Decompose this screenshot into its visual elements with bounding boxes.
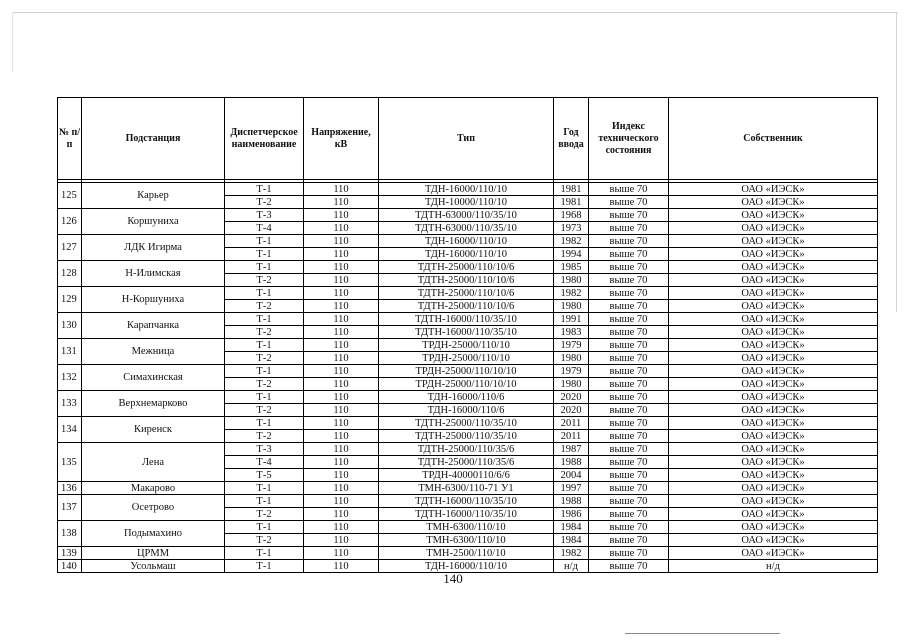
row-number: 133 bbox=[58, 391, 82, 417]
owner-name: ОАО «ИЭСК» bbox=[669, 456, 878, 469]
condition-index: выше 70 bbox=[589, 300, 669, 313]
condition-index: выше 70 bbox=[589, 274, 669, 287]
transformer-type: ТДН-16000/110/6 bbox=[379, 404, 554, 417]
commission-year: 1982 bbox=[554, 235, 589, 248]
table-row bbox=[58, 417, 878, 430]
dispatch-name: Т-1 bbox=[225, 235, 304, 248]
transformer-type: ТДН-16000/110/6 bbox=[379, 391, 554, 404]
table-row bbox=[58, 482, 878, 495]
commission-year: 1983 bbox=[554, 326, 589, 339]
voltage-value: 110 bbox=[304, 222, 379, 235]
substation-name: Макарово bbox=[82, 482, 225, 495]
header-voltage: Напряжение, кВ bbox=[304, 98, 379, 180]
commission-year: 1981 bbox=[554, 196, 589, 209]
table-row bbox=[58, 235, 878, 248]
voltage-value: 110 bbox=[304, 443, 379, 456]
dispatch-name: Т-1 bbox=[225, 482, 304, 495]
condition-index: выше 70 bbox=[589, 482, 669, 495]
dispatch-name: Т-1 bbox=[225, 521, 304, 534]
condition-index: выше 70 bbox=[589, 456, 669, 469]
voltage-value: 110 bbox=[304, 521, 379, 534]
row-number: 129 bbox=[58, 287, 82, 313]
owner-name: ОАО «ИЭСК» bbox=[669, 248, 878, 261]
owner-name: ОАО «ИЭСК» bbox=[669, 482, 878, 495]
transformer-type: ТДН-10000/110/10 bbox=[379, 196, 554, 209]
substation-name: Н-Илимская bbox=[82, 261, 225, 287]
commission-year: 1991 bbox=[554, 313, 589, 326]
condition-index: выше 70 bbox=[589, 222, 669, 235]
owner-name: ОАО «ИЭСК» bbox=[669, 339, 878, 352]
dispatch-name: Т-2 bbox=[225, 404, 304, 417]
transformer-type: ТДН-16000/110/10 bbox=[379, 183, 554, 196]
condition-index: выше 70 bbox=[589, 469, 669, 482]
commission-year: 1980 bbox=[554, 274, 589, 287]
substation-name: Киренск bbox=[82, 417, 225, 443]
voltage-value: 110 bbox=[304, 378, 379, 391]
condition-index: выше 70 bbox=[589, 534, 669, 547]
voltage-value: 110 bbox=[304, 560, 379, 573]
voltage-value: 110 bbox=[304, 482, 379, 495]
owner-name: ОАО «ИЭСК» bbox=[669, 222, 878, 235]
commission-year: 1979 bbox=[554, 339, 589, 352]
voltage-value: 110 bbox=[304, 183, 379, 196]
dispatch-name: Т-2 bbox=[225, 534, 304, 547]
substation-name: ЛДК Игирма bbox=[82, 235, 225, 261]
table-row bbox=[58, 339, 878, 352]
substations-table bbox=[57, 97, 878, 573]
owner-name: ОАО «ИЭСК» bbox=[669, 300, 878, 313]
header-index: Индекс технического состояния bbox=[589, 98, 669, 180]
commission-year: 1980 bbox=[554, 300, 589, 313]
transformer-type: ТМН-2500/110/10 bbox=[379, 547, 554, 560]
condition-index: выше 70 bbox=[589, 196, 669, 209]
owner-name: ОАО «ИЭСК» bbox=[669, 391, 878, 404]
voltage-value: 110 bbox=[304, 404, 379, 417]
dispatch-name: Т-1 bbox=[225, 391, 304, 404]
condition-index: выше 70 bbox=[589, 495, 669, 508]
owner-name: ОАО «ИЭСК» bbox=[669, 443, 878, 456]
owner-name: ОАО «ИЭСК» bbox=[669, 287, 878, 300]
owner-name: ОАО «ИЭСК» bbox=[669, 404, 878, 417]
commission-year: 2020 bbox=[554, 404, 589, 417]
substation-name: Н-Коршуниха bbox=[82, 287, 225, 313]
row-number: 140 bbox=[58, 560, 82, 573]
dispatch-name: Т-2 bbox=[225, 300, 304, 313]
table-row bbox=[58, 391, 878, 404]
voltage-value: 110 bbox=[304, 495, 379, 508]
page-number: 140 bbox=[443, 571, 463, 586]
voltage-value: 110 bbox=[304, 417, 379, 430]
condition-index: выше 70 bbox=[589, 365, 669, 378]
row-number: 134 bbox=[58, 417, 82, 443]
transformer-type: ТДТН-25000/110/10/6 bbox=[379, 274, 554, 287]
header-substation: Подстанция bbox=[82, 98, 225, 180]
header-owner: Собственник bbox=[669, 98, 878, 180]
condition-index: выше 70 bbox=[589, 352, 669, 365]
commission-year: 1985 bbox=[554, 261, 589, 274]
condition-index: выше 70 bbox=[589, 391, 669, 404]
voltage-value: 110 bbox=[304, 469, 379, 482]
table-body bbox=[58, 183, 878, 573]
transformer-type: ТРДН-25000/110/10/10 bbox=[379, 378, 554, 391]
dispatch-name: Т-1 bbox=[225, 339, 304, 352]
dispatch-name: Т-1 bbox=[225, 261, 304, 274]
owner-name: ОАО «ИЭСК» bbox=[669, 352, 878, 365]
dispatch-name: Т-4 bbox=[225, 456, 304, 469]
table-row bbox=[58, 313, 878, 326]
table-row bbox=[58, 521, 878, 534]
owner-name: н/д bbox=[669, 560, 878, 573]
voltage-value: 110 bbox=[304, 261, 379, 274]
transformer-type: ТРДН-40000110/6/6 bbox=[379, 469, 554, 482]
transformer-type: ТДТН-63000/110/35/10 bbox=[379, 222, 554, 235]
dispatch-name: Т-5 bbox=[225, 469, 304, 482]
substation-name: Симахинская bbox=[82, 365, 225, 391]
transformer-type: ТМН-6300/110/10 bbox=[379, 534, 554, 547]
transformer-type: ТДТН-16000/110/35/10 bbox=[379, 495, 554, 508]
transformer-type: ТДТН-25000/110/10/6 bbox=[379, 287, 554, 300]
commission-year: 1981 bbox=[554, 183, 589, 196]
substation-name: Карапчанка bbox=[82, 313, 225, 339]
transformer-type: ТДТН-25000/110/10/6 bbox=[379, 261, 554, 274]
transformer-type: ТМН-6300/110-71 У1 bbox=[379, 482, 554, 495]
owner-name: ОАО «ИЭСК» bbox=[669, 235, 878, 248]
table-row bbox=[58, 287, 878, 300]
commission-year: 2020 bbox=[554, 391, 589, 404]
transformer-type: ТРДН-25000/110/10 bbox=[379, 339, 554, 352]
transformer-type: ТРДН-25000/110/10/10 bbox=[379, 365, 554, 378]
dispatch-name: Т-1 bbox=[225, 313, 304, 326]
owner-name: ОАО «ИЭСК» bbox=[669, 274, 878, 287]
transformer-type: ТДТН-16000/110/35/10 bbox=[379, 313, 554, 326]
commission-year: 1984 bbox=[554, 521, 589, 534]
commission-year: 1973 bbox=[554, 222, 589, 235]
condition-index: выше 70 bbox=[589, 547, 669, 560]
header-no: № п/п bbox=[58, 98, 82, 180]
table-header-row bbox=[58, 98, 878, 180]
substation-name: Коршуниха bbox=[82, 209, 225, 235]
commission-year: 2011 bbox=[554, 417, 589, 430]
commission-year: 1968 bbox=[554, 209, 589, 222]
voltage-value: 110 bbox=[304, 196, 379, 209]
table-row bbox=[58, 547, 878, 560]
voltage-value: 110 bbox=[304, 274, 379, 287]
voltage-value: 110 bbox=[304, 352, 379, 365]
commission-year: н/д bbox=[554, 560, 589, 573]
owner-name: ОАО «ИЭСК» bbox=[669, 521, 878, 534]
dispatch-name: Т-1 bbox=[225, 183, 304, 196]
transformer-type: ТДТН-63000/110/35/10 bbox=[379, 209, 554, 222]
commission-year: 2011 bbox=[554, 430, 589, 443]
header-year: Год ввода bbox=[554, 98, 589, 180]
condition-index: выше 70 bbox=[589, 235, 669, 248]
header-type: Тип bbox=[379, 98, 554, 180]
row-number: 130 bbox=[58, 313, 82, 339]
voltage-value: 110 bbox=[304, 287, 379, 300]
voltage-value: 110 bbox=[304, 248, 379, 261]
dispatch-name: Т-2 bbox=[225, 326, 304, 339]
dispatch-name: Т-3 bbox=[225, 209, 304, 222]
commission-year: 1986 bbox=[554, 508, 589, 521]
voltage-value: 110 bbox=[304, 365, 379, 378]
owner-name: ОАО «ИЭСК» bbox=[669, 430, 878, 443]
owner-name: ОАО «ИЭСК» bbox=[669, 495, 878, 508]
owner-name: ОАО «ИЭСК» bbox=[669, 534, 878, 547]
transformer-type: ТДТН-25000/110/35/6 bbox=[379, 456, 554, 469]
bottom-rule bbox=[625, 633, 780, 634]
owner-name: ОАО «ИЭСК» bbox=[669, 326, 878, 339]
substation-name: Лена bbox=[82, 443, 225, 482]
owner-name: ОАО «ИЭСК» bbox=[669, 196, 878, 209]
dispatch-name: Т-2 bbox=[225, 196, 304, 209]
page-edge-left bbox=[12, 12, 13, 72]
condition-index: выше 70 bbox=[589, 560, 669, 573]
substation-name: Осетрово bbox=[82, 495, 225, 521]
voltage-value: 110 bbox=[304, 508, 379, 521]
row-number: 131 bbox=[58, 339, 82, 365]
voltage-value: 110 bbox=[304, 391, 379, 404]
condition-index: выше 70 bbox=[589, 183, 669, 196]
voltage-value: 110 bbox=[304, 534, 379, 547]
transformer-type: ТДТН-25000/110/35/6 bbox=[379, 443, 554, 456]
commission-year: 1997 bbox=[554, 482, 589, 495]
owner-name: ОАО «ИЭСК» bbox=[669, 365, 878, 378]
header-dispatch: Диспетчерское наименование bbox=[225, 98, 304, 180]
owner-name: ОАО «ИЭСК» bbox=[669, 547, 878, 560]
dispatch-name: Т-1 bbox=[225, 560, 304, 573]
transformer-type: ТДН-16000/110/10 bbox=[379, 560, 554, 573]
voltage-value: 110 bbox=[304, 209, 379, 222]
substation-name: Усольмаш bbox=[82, 560, 225, 573]
commission-year: 2004 bbox=[554, 469, 589, 482]
condition-index: выше 70 bbox=[589, 443, 669, 456]
dispatch-name: Т-1 bbox=[225, 417, 304, 430]
substation-name: ЦРММ bbox=[82, 547, 225, 560]
voltage-value: 110 bbox=[304, 235, 379, 248]
transformer-type: ТДТН-16000/110/35/10 bbox=[379, 508, 554, 521]
owner-name: ОАО «ИЭСК» bbox=[669, 417, 878, 430]
dispatch-name: Т-1 bbox=[225, 248, 304, 261]
table-row bbox=[58, 183, 878, 196]
owner-name: ОАО «ИЭСК» bbox=[669, 209, 878, 222]
voltage-value: 110 bbox=[304, 430, 379, 443]
transformer-type: ТДТН-25000/110/35/10 bbox=[379, 417, 554, 430]
row-number: 139 bbox=[58, 547, 82, 560]
owner-name: ОАО «ИЭСК» bbox=[669, 183, 878, 196]
dispatch-name: Т-2 bbox=[225, 508, 304, 521]
transformer-type: ТДТН-25000/110/35/10 bbox=[379, 430, 554, 443]
voltage-value: 110 bbox=[304, 300, 379, 313]
substation-name: Межница bbox=[82, 339, 225, 365]
dispatch-name: Т-3 bbox=[225, 443, 304, 456]
voltage-value: 110 bbox=[304, 326, 379, 339]
commission-year: 1984 bbox=[554, 534, 589, 547]
condition-index: выше 70 bbox=[589, 261, 669, 274]
transformer-type: ТРДН-25000/110/10 bbox=[379, 352, 554, 365]
dispatch-name: Т-4 bbox=[225, 222, 304, 235]
condition-index: выше 70 bbox=[589, 404, 669, 417]
row-number: 128 bbox=[58, 261, 82, 287]
table-row bbox=[58, 261, 878, 274]
condition-index: выше 70 bbox=[589, 521, 669, 534]
commission-year: 1979 bbox=[554, 365, 589, 378]
condition-index: выше 70 bbox=[589, 508, 669, 521]
voltage-value: 110 bbox=[304, 339, 379, 352]
row-number: 138 bbox=[58, 521, 82, 547]
dispatch-name: Т-2 bbox=[225, 430, 304, 443]
owner-name: ОАО «ИЭСК» bbox=[669, 261, 878, 274]
table-row bbox=[58, 443, 878, 456]
voltage-value: 110 bbox=[304, 456, 379, 469]
row-number: 137 bbox=[58, 495, 82, 521]
table-row bbox=[58, 365, 878, 378]
transformer-type: ТДН-16000/110/10 bbox=[379, 248, 554, 261]
dispatch-name: Т-2 bbox=[225, 274, 304, 287]
dispatch-name: Т-1 bbox=[225, 547, 304, 560]
transformer-type: ТДТН-25000/110/10/6 bbox=[379, 300, 554, 313]
row-number: 132 bbox=[58, 365, 82, 391]
voltage-value: 110 bbox=[304, 313, 379, 326]
commission-year: 1980 bbox=[554, 378, 589, 391]
transformer-type: ТДТН-16000/110/35/10 bbox=[379, 326, 554, 339]
condition-index: выше 70 bbox=[589, 209, 669, 222]
voltage-value: 110 bbox=[304, 547, 379, 560]
substation-name: Подымахино bbox=[82, 521, 225, 547]
owner-name: ОАО «ИЭСК» bbox=[669, 469, 878, 482]
dispatch-name: Т-1 bbox=[225, 287, 304, 300]
commission-year: 1980 bbox=[554, 352, 589, 365]
table-row bbox=[58, 495, 878, 508]
condition-index: выше 70 bbox=[589, 339, 669, 352]
commission-year: 1982 bbox=[554, 287, 589, 300]
condition-index: выше 70 bbox=[589, 326, 669, 339]
substation-name: Верхнемарково bbox=[82, 391, 225, 417]
owner-name: ОАО «ИЭСК» bbox=[669, 378, 878, 391]
row-number: 135 bbox=[58, 443, 82, 482]
row-number: 126 bbox=[58, 209, 82, 235]
row-number: 127 bbox=[58, 235, 82, 261]
transformer-type: ТМН-6300/110/10 bbox=[379, 521, 554, 534]
commission-year: 1987 bbox=[554, 443, 589, 456]
transformer-type: ТДН-16000/110/10 bbox=[379, 235, 554, 248]
dispatch-name: Т-2 bbox=[225, 352, 304, 365]
commission-year: 1982 bbox=[554, 547, 589, 560]
page-edge-right bbox=[896, 12, 897, 312]
owner-name: ОАО «ИЭСК» bbox=[669, 313, 878, 326]
substation-name: Карьер bbox=[82, 183, 225, 209]
condition-index: выше 70 bbox=[589, 248, 669, 261]
commission-year: 1988 bbox=[554, 495, 589, 508]
owner-name: ОАО «ИЭСК» bbox=[669, 508, 878, 521]
table-row bbox=[58, 209, 878, 222]
condition-index: выше 70 bbox=[589, 313, 669, 326]
condition-index: выше 70 bbox=[589, 417, 669, 430]
dispatch-name: Т-1 bbox=[225, 365, 304, 378]
condition-index: выше 70 bbox=[589, 378, 669, 391]
dispatch-name: Т-2 bbox=[225, 378, 304, 391]
condition-index: выше 70 bbox=[589, 430, 669, 443]
commission-year: 1994 bbox=[554, 248, 589, 261]
dispatch-name: Т-1 bbox=[225, 495, 304, 508]
condition-index: выше 70 bbox=[589, 287, 669, 300]
row-number: 136 bbox=[58, 482, 82, 495]
row-number: 125 bbox=[58, 183, 82, 209]
page-edge-top bbox=[12, 12, 898, 13]
commission-year: 1988 bbox=[554, 456, 589, 469]
